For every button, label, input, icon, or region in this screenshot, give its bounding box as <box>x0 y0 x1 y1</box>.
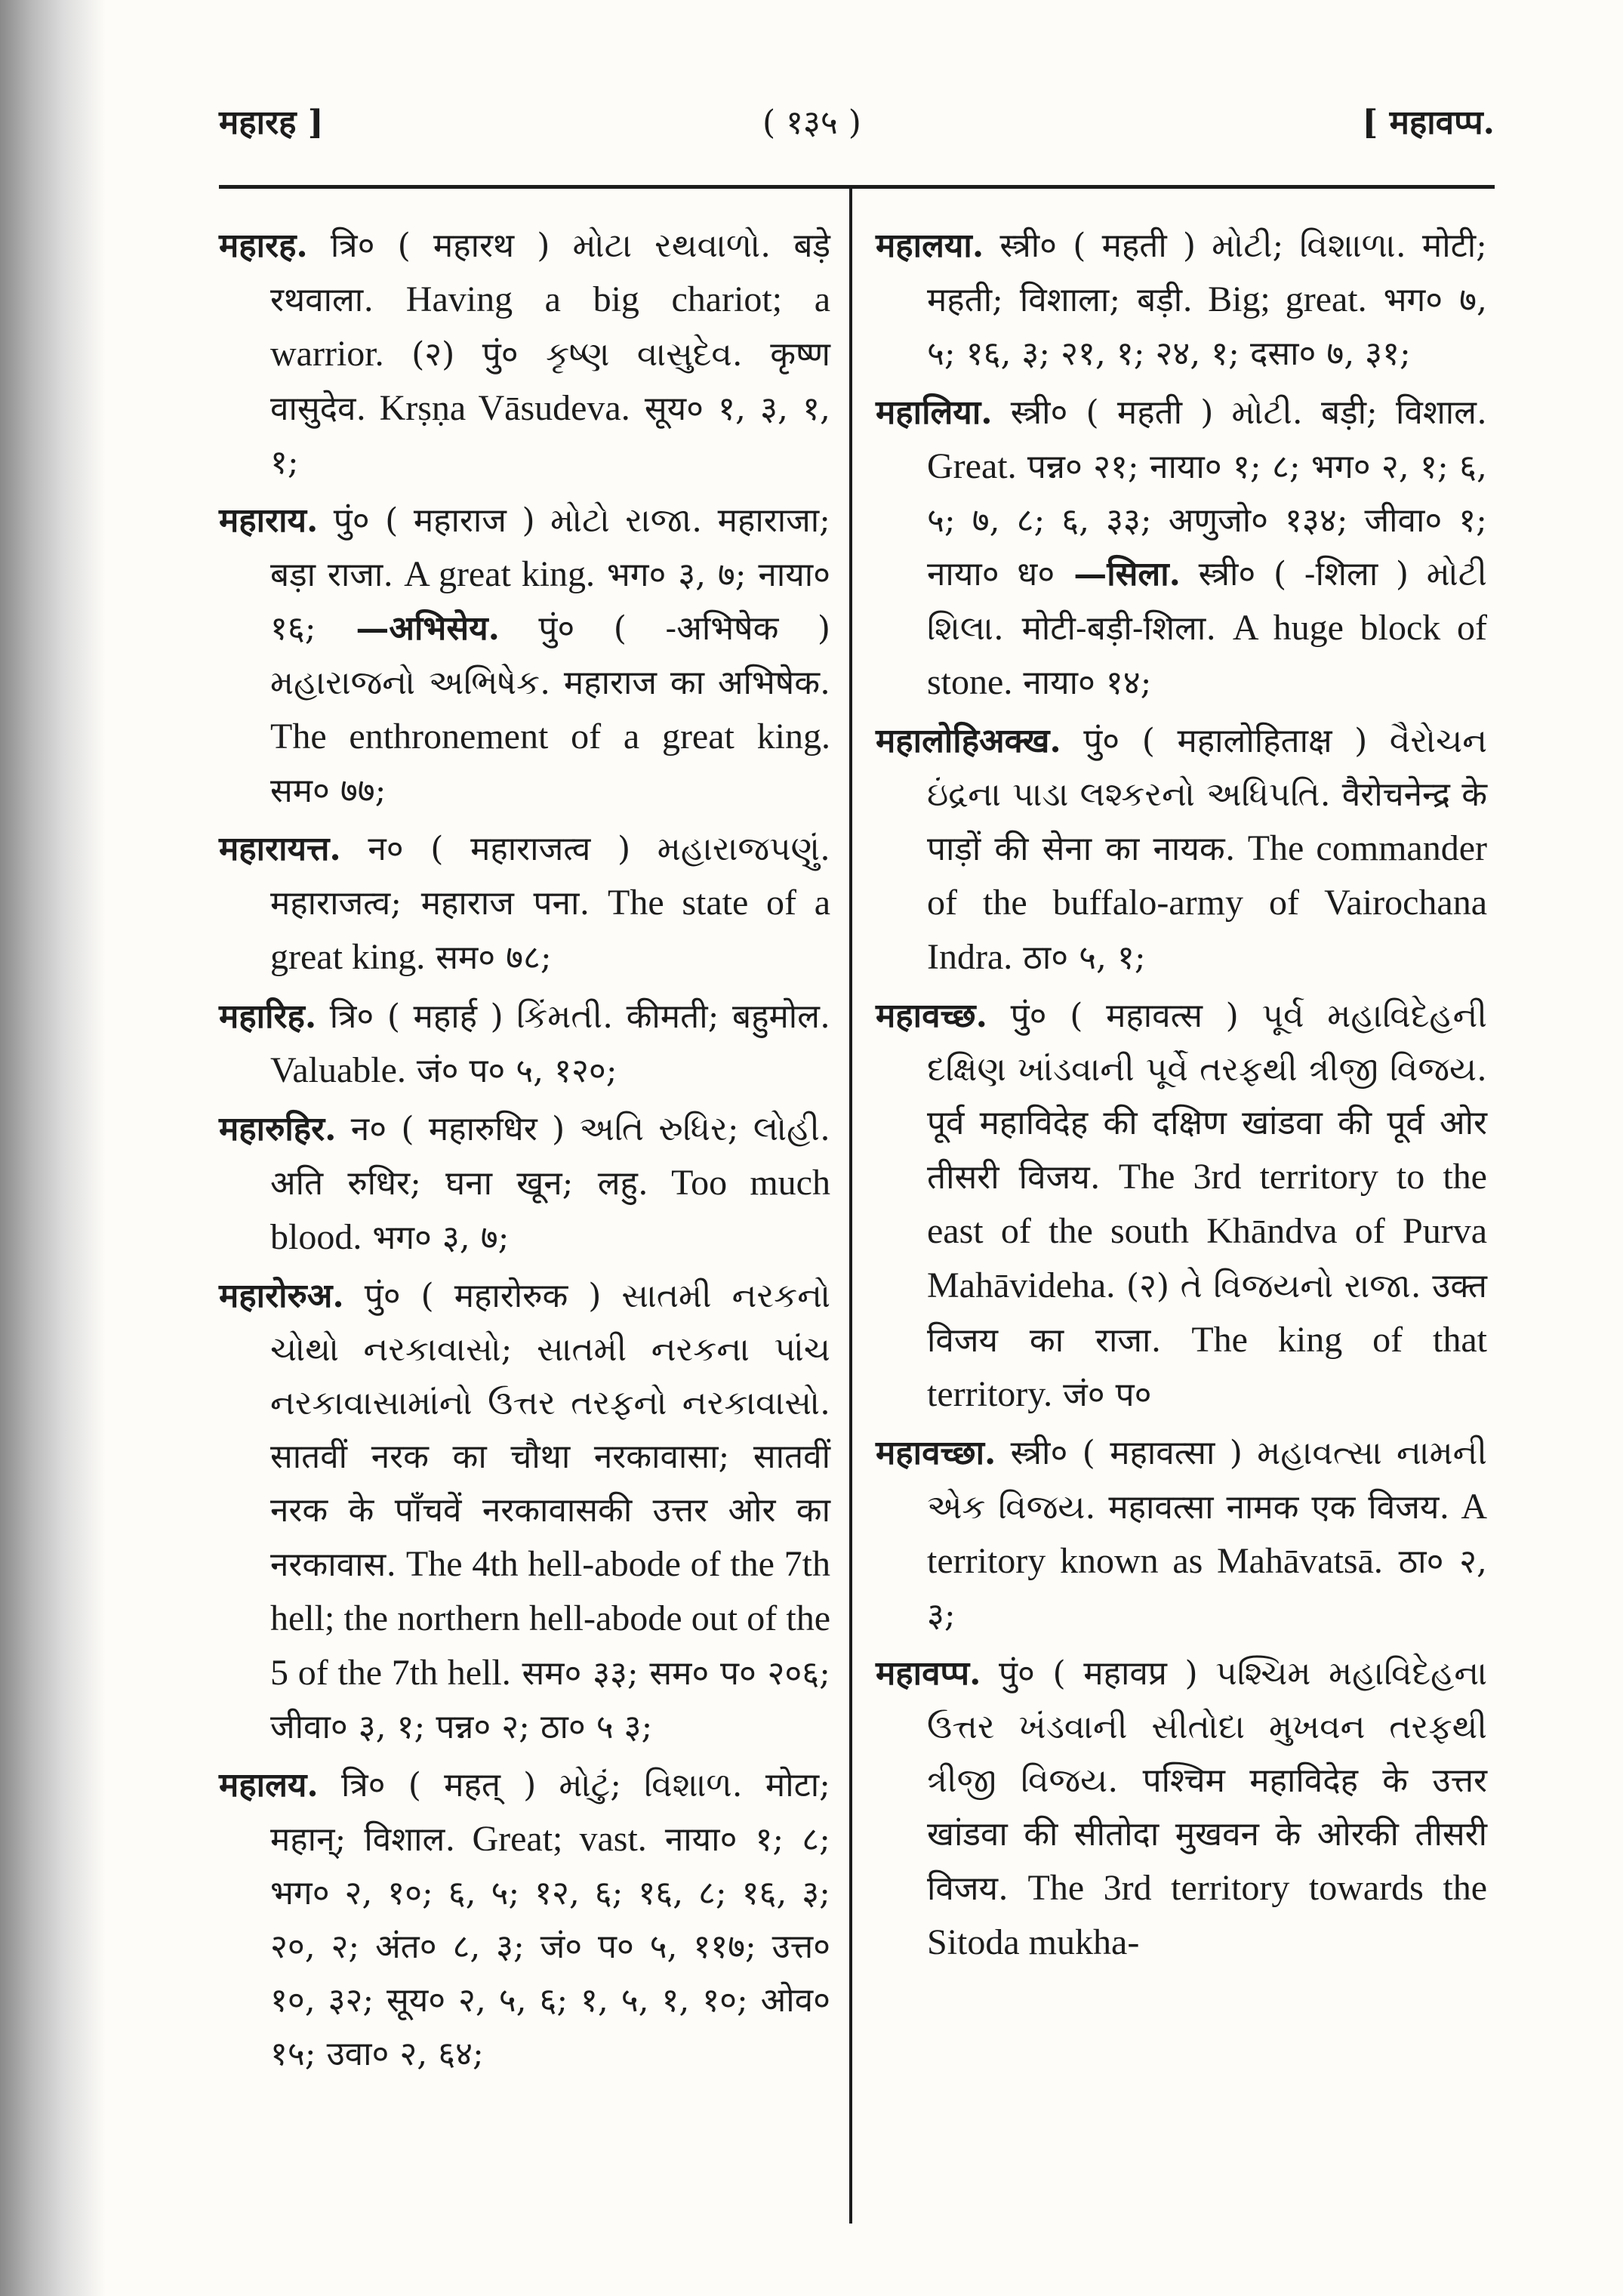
definition-2: (२) पुं० કૃષ્ણ વાસુદેવ. कृष्ण वासुदेव. <box>270 335 830 428</box>
english-gloss: The 4th hell-abode of the 7th hell; the northern hell-abode out of the 5 of the 7th hell. <box>270 1544 830 1693</box>
references: सूय० १, ३, १, १; <box>270 390 830 482</box>
references: नाया० १; ८; भग० २, १०; ६, ५; १२, ६; १६, ८; १६, ३; २०, २; अंत० ८, ३; जं० प० ५, ११७; उत्त० १०, ३२; सूय० २, ५, ६; १, ५, १, १०; ओव० १५; उवा० २, ६४; <box>270 1820 830 2073</box>
references: ठा० २, ३; <box>927 1542 1487 1635</box>
sub-definition: पुं० ( -अभिषेक ) મહારાજનો અભિષેક. महाराज का अभिषेक. <box>270 609 830 702</box>
references: जं० प० <box>1052 1376 1152 1414</box>
english-gloss: Too much blood. <box>270 1163 830 1257</box>
english-gloss: The 3rd territory to the east of the south Khāndva of Purva Mahāvideha. <box>927 1157 1487 1305</box>
headword: महालिया. <box>876 393 993 432</box>
headword: महावच्छ. <box>876 997 987 1035</box>
entry-maharorua <box>219 1269 830 1754</box>
english-gloss: The state of a great king. <box>270 883 830 977</box>
references: भग० ७, ५; १६, ३; २१, १; २४, १; दसा० ७, ३१; <box>927 281 1487 373</box>
english-gloss: A territory known as Mahāvatsā. <box>927 1487 1487 1581</box>
definition: स्त्री० ( महती ) મોટી. बड़ी; विशाल. <box>992 393 1487 432</box>
entry-mahaliya <box>876 385 1487 710</box>
header-rule <box>219 185 1495 189</box>
definition: पुं० ( महावत्स ) પૂર્વ મહાવિદેહની દક્ષિણ ખાંડવાની પૂર્વે તરફથી ત્રીજી વિજય. पूर्व महाविदेह की दक्षिण खांडवा की पूर्व ओर तीसरी विजय. <box>927 997 1487 1197</box>
scan-edge <box>0 0 106 2296</box>
headword: महावप्प. <box>876 1654 981 1693</box>
english-gloss: Great. <box>927 446 1017 486</box>
entry-mahalaya <box>219 1758 830 2081</box>
page-header <box>219 91 1495 159</box>
entry-mahalohiakkha <box>876 714 1487 985</box>
definition: पुं० ( महावप्र ) પશ્ચિમ મહાવિદેહના ઉત્તર ખંડવાની સીતોદા મુખવન તરફથી ત્રીજી વિજય. पश्चिम महाविदेह के उत्तर खांडवा की सीतोदा मुखवन के ओरकी तीसरी विजय. <box>927 1654 1487 1908</box>
entry-maharuhira <box>219 1102 830 1265</box>
entry-mahavappa <box>876 1647 1487 1970</box>
headword: महारोरुअ. <box>219 1277 344 1315</box>
sub-english-gloss: The enthronement of a great king. <box>270 717 830 757</box>
headword: महाराय. <box>219 501 319 540</box>
definition: न० ( महारुधिर ) અતિ રુધિર; લોહી. अति रुधिर; घना खून; लहु. <box>270 1110 830 1203</box>
english-gloss: The commander of the buffalo-army of Vairochana Indra. <box>927 828 1487 977</box>
english-gloss: The 3rd territory towards the Sitoda mukha- <box>927 1868 1487 1962</box>
entry-maharayatta <box>219 822 830 985</box>
english-gloss: Having a big chariot; a warrior. <box>270 279 830 374</box>
headword: महारुहिर. <box>219 1110 337 1148</box>
sub-english-gloss: A huge block of stone. <box>927 608 1487 702</box>
references: भग० ३, ७; <box>362 1219 510 1257</box>
headword: महारायत्त. <box>219 830 341 868</box>
entry-maharaha <box>219 219 830 489</box>
definition: स्त्री० ( महावत्सा ) મહાવત્સા નામની એક વિજય. महावत्सा नामक एक विजय. <box>927 1434 1487 1527</box>
references: भग० ३, ७; नाया० १६; <box>270 556 831 648</box>
headword: महारिह. <box>219 997 317 1036</box>
headword: महालोहिअक्ख. <box>876 722 1061 760</box>
english-gloss: A great king. <box>393 554 596 594</box>
headword: महालया. <box>876 227 984 265</box>
references: पन्न० २१; नाया० १; ८; भग० २, १; ६, ५; ७, ८; ६, ३३; अणुजो० १३४; जीवा० १; नाया० ध० <box>927 448 1487 593</box>
definition-2: (२) તે વિજયનો રાજા. उक्त विजय का राजा. <box>927 1267 1487 1360</box>
definition: त्रि० ( महार्ह ) કિંમતી. कीमती; बहुमोल. <box>316 997 830 1036</box>
english-gloss: Great; vast. <box>455 1819 647 1859</box>
sub-references: सम० ७७; <box>270 772 387 810</box>
english-gloss-2: The king of that territory. <box>927 1320 1487 1414</box>
sub-headword: —सिला. <box>1055 555 1181 593</box>
left-column <box>219 219 830 2085</box>
column-divider <box>849 185 852 2224</box>
entry-mahariha <box>219 989 830 1098</box>
entry-mahalaya-f <box>876 219 1487 381</box>
definition: पुं० ( महाराज ) મોટો રાજા. महाराजा; बड़ा राजा. <box>270 501 830 594</box>
english-gloss: Big; great. <box>1193 279 1367 319</box>
references: ठा० ५, १; <box>1012 938 1146 977</box>
definition: त्रि० ( महत् ) મોટું; વિશાળ. मोटा; महान्; विशाल. <box>270 1766 830 1859</box>
entry-mahavachchha-f <box>876 1426 1487 1642</box>
references: जं० प० ५, १२०; <box>405 1052 617 1090</box>
definition: न० ( महाराजत्व ) મહારાજપણું. महाराजत्व; महाराज पना. <box>270 830 830 923</box>
definition: त्रि० ( महारथ ) મોટા રથવાળો. बड़े रथवाला. <box>270 227 830 319</box>
references: सम० ३३; सम० प० २०६; जीवा० ३, १; पन्न० २; ठा० ५ ३; <box>270 1654 830 1746</box>
sub-references: नाया० १४; <box>1012 664 1152 702</box>
definition: स्त्री० ( महती ) મોટી; વિશાળા. मोटी; महती; विशाला; बड़ी. <box>927 227 1487 319</box>
entry-maharaya <box>219 494 830 818</box>
running-head-left: महारह ] <box>219 103 324 142</box>
definition: पुं० ( महारोरुक ) સાતમી નરકનો ચોથો નરકાવાસો; સાતમી નરકના પાંચ નરકાવાસામાંનો ઉત્તર તરફનો નરકાવાસો. सातवीं नरक का चौथा नरकावासा; सातवीं नरक के पाँचवें नरकावासकी उत्तर ओर का नरकावास. <box>270 1277 830 1584</box>
english-gloss: Valuable. <box>270 1050 406 1090</box>
english-gloss-2: Krṣṇa Vāsudeva. <box>366 388 630 428</box>
sub-headword: —अभिसेय. <box>316 609 500 648</box>
sub-definition: स्त्री० ( -शिला ) મોટી શિલા. मोटी-बड़ी-शिला. <box>927 555 1487 648</box>
definition: पुं० ( महालोहिताक्ष ) વૈરોચન ઇંદ્રના પાડા લશ્કરનો અધિપતિ. वैरोचनेन्द्र के पाड़ों की सेना का नायक. <box>927 722 1487 868</box>
headword: महारह. <box>219 227 308 265</box>
page-number: ( १३५ ) <box>762 103 861 142</box>
headword: महालय. <box>219 1766 319 1804</box>
references: सम० ७८; <box>425 938 552 977</box>
entry-mahavachchha <box>876 989 1487 1422</box>
headword: महावच्छा. <box>876 1434 996 1472</box>
running-head-right: [ महावप्प. <box>1362 103 1495 142</box>
right-column <box>876 219 1487 1974</box>
